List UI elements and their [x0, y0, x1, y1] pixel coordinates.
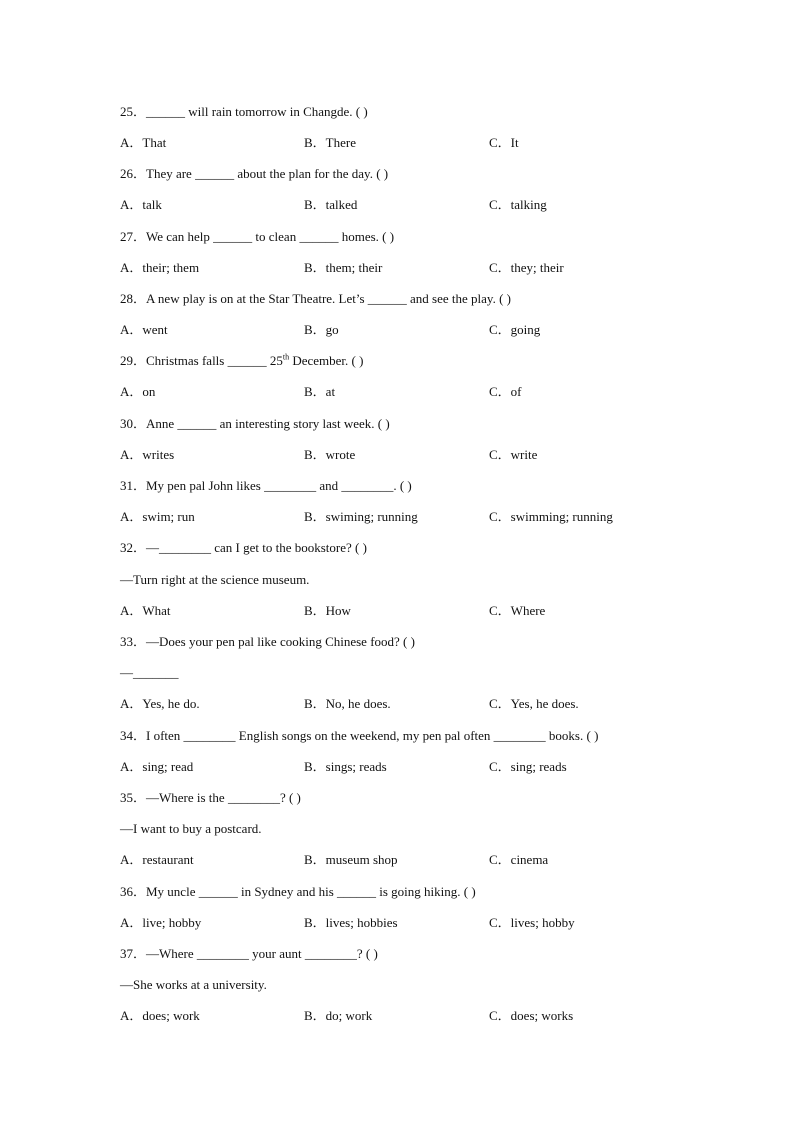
option-b: B．them; their — [304, 260, 383, 275]
question-32-response: —Turn right at the science museum. — [120, 572, 310, 587]
option-a: A．writes — [120, 447, 175, 462]
option-a: A．on — [120, 384, 156, 399]
question-26-options — [120, 196, 720, 214]
question-31-options — [120, 508, 720, 526]
question-33-options — [120, 695, 720, 713]
question-30-stem: 30．Anne ______ an interesting story last week. ( ) — [120, 416, 390, 431]
option-b: B．at — [304, 384, 336, 399]
option-a: A．What — [120, 603, 171, 618]
option-c: C．It — [489, 135, 519, 150]
question-37-response: —She works at a university. — [120, 977, 267, 992]
question-34-stem: 34．I often ________ English songs on the weekend, my pen pal often ________ books. ( ) — [120, 728, 599, 743]
option-a: A．sing; read — [120, 759, 194, 774]
option-c: C．sing; reads — [489, 759, 567, 774]
question-32-stem: 32．—________ can I get to the bookstore? ( ) — [120, 540, 367, 555]
question-27-options — [120, 259, 720, 277]
ordinal-suffix: th — [282, 352, 290, 362]
question-25-options — [120, 134, 720, 152]
option-b: B．go — [304, 322, 339, 337]
question-25-stem: 25．______ will rain tomorrow in Changde. ( ) — [120, 104, 368, 119]
question-29-stem — [120, 352, 363, 370]
option-b: B．How — [304, 603, 351, 618]
question-28-options — [120, 321, 720, 339]
option-a: A．went — [120, 322, 168, 337]
option-c: C．cinema — [489, 852, 549, 867]
option-b: B．wrote — [304, 447, 356, 462]
option-c: C．going — [489, 322, 541, 337]
question-37-stem: 37．—Where ________ your aunt ________? ( ) — [120, 946, 378, 961]
question-29-stem-before: 29．Christmas falls ______ 25 — [120, 353, 283, 368]
question-35-response: —I want to buy a postcard. — [120, 821, 262, 836]
question-33-response: —_______ — [120, 665, 179, 680]
option-a: A．Yes, he do. — [120, 696, 200, 711]
option-a: A．restaurant — [120, 852, 194, 867]
question-28-stem: 28．A new play is on at the Star Theatre. Let’s ______ and see the play. ( ) — [120, 291, 511, 306]
option-c: C．does; works — [489, 1008, 574, 1023]
option-a: A．swim; run — [120, 509, 195, 524]
option-c: C．talking — [489, 197, 547, 212]
option-c: C．Where — [489, 603, 546, 618]
option-b: B．museum shop — [304, 852, 398, 867]
option-b: B．sings; reads — [304, 759, 387, 774]
option-a: A．live; hobby — [120, 915, 202, 930]
question-26-stem: 26．They are ______ about the plan for the day. ( ) — [120, 166, 389, 181]
option-c: C．lives; hobby — [489, 915, 575, 930]
option-c: C．swimming; running — [489, 509, 613, 524]
option-a: A．That — [120, 135, 167, 150]
option-a: A．talk — [120, 197, 162, 212]
question-35-stem: 35．—Where is the ________? ( ) — [120, 790, 301, 805]
option-b: B．do; work — [304, 1008, 373, 1023]
option-a: A．their; them — [120, 260, 200, 275]
option-c: C．they; their — [489, 260, 564, 275]
question-29-options — [120, 383, 720, 401]
option-b: B．No, he does. — [304, 696, 391, 711]
question-34-options — [120, 758, 720, 776]
option-b: B．There — [304, 135, 356, 150]
question-30-options — [120, 446, 720, 464]
option-b: B．lives; hobbies — [304, 915, 398, 930]
question-29-stem-after: December. ( ) — [289, 353, 364, 368]
question-27-stem: 27．We can help ______ to clean ______ homes. ( ) — [120, 229, 395, 244]
question-37-options — [120, 1007, 720, 1025]
option-c: C．Yes, he does. — [489, 696, 579, 711]
question-31-stem: 31．My pen pal John likes ________ and ________. ( ) — [120, 478, 412, 493]
question-36-options — [120, 914, 720, 932]
question-35-options — [120, 851, 720, 869]
option-c: C．write — [489, 447, 538, 462]
question-36-stem: 36．My uncle ______ in Sydney and his ______ is going hiking. ( ) — [120, 884, 476, 899]
option-b: B．swiming; running — [304, 509, 418, 524]
question-33-stem: 33．—Does your pen pal like cooking Chinese food? ( ) — [120, 634, 415, 649]
option-a: A．does; work — [120, 1008, 200, 1023]
option-c: C．of — [489, 384, 522, 399]
option-b: B．talked — [304, 197, 358, 212]
question-32-options — [120, 602, 720, 620]
